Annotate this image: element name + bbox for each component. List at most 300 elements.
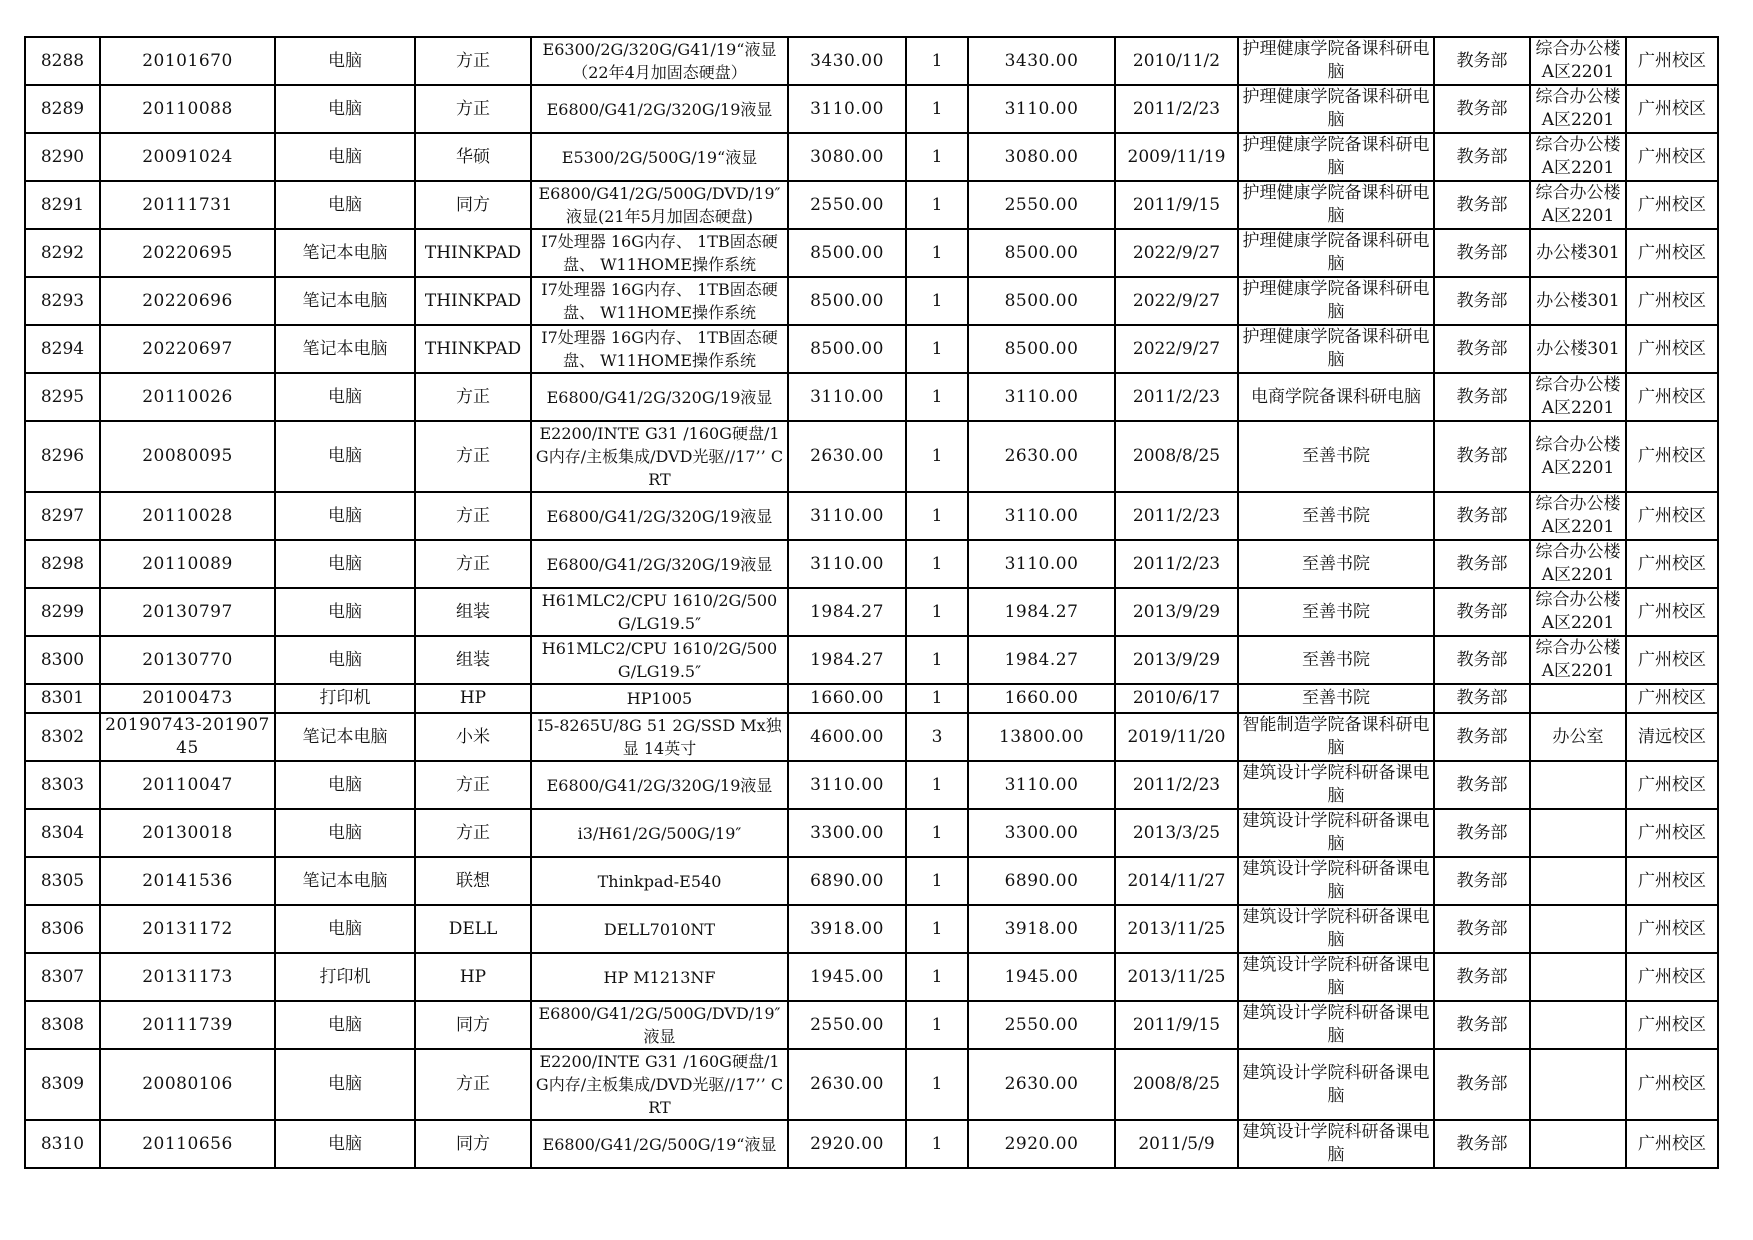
cell-spec: E6800/G41/2G/320G/19液显 bbox=[531, 85, 788, 133]
cell-dept: 教务部 bbox=[1434, 37, 1530, 85]
cell-location bbox=[1530, 953, 1626, 1001]
cell-location: 办公楼301 bbox=[1530, 277, 1626, 325]
cell-qty: 1 bbox=[906, 953, 968, 1001]
cell-date: 2013/9/29 bbox=[1115, 588, 1238, 636]
cell-price: 3110.00 bbox=[788, 540, 906, 588]
cell-seq: 8301 bbox=[25, 684, 100, 713]
cell-usage: 建筑设计学院科研备课电脑 bbox=[1238, 953, 1434, 1001]
cell-campus: 广州校区 bbox=[1626, 325, 1718, 373]
cell-location: 综合办公楼A区2201 bbox=[1530, 85, 1626, 133]
cell-amount: 3080.00 bbox=[968, 133, 1115, 181]
cell-date: 2010/6/17 bbox=[1115, 684, 1238, 713]
cell-code: 20110028 bbox=[100, 492, 275, 540]
cell-date: 2022/9/27 bbox=[1115, 229, 1238, 277]
cell-dept: 教务部 bbox=[1434, 1001, 1530, 1049]
cell-spec: Thinkpad-E540 bbox=[531, 857, 788, 905]
cell-price: 2920.00 bbox=[788, 1120, 906, 1168]
table-row bbox=[25, 325, 1718, 373]
cell-campus: 广州校区 bbox=[1626, 373, 1718, 421]
cell-usage: 至善书院 bbox=[1238, 588, 1434, 636]
cell-amount: 1945.00 bbox=[968, 953, 1115, 1001]
table-row bbox=[25, 953, 1718, 1001]
cell-spec: E6800/G41/2G/320G/19液显 bbox=[531, 492, 788, 540]
cell-qty: 1 bbox=[906, 85, 968, 133]
cell-amount: 6890.00 bbox=[968, 857, 1115, 905]
cell-campus: 广州校区 bbox=[1626, 85, 1718, 133]
cell-spec: E6800/G41/2G/500G/19“液显 bbox=[531, 1120, 788, 1168]
cell-seq: 8293 bbox=[25, 277, 100, 325]
cell-usage: 至善书院 bbox=[1238, 636, 1434, 684]
cell-spec: E6800/G41/2G/500G/DVD/19″液显(21年5月加固态硬盘) bbox=[531, 181, 788, 229]
cell-campus: 广州校区 bbox=[1626, 684, 1718, 713]
cell-qty: 1 bbox=[906, 857, 968, 905]
cell-qty: 1 bbox=[906, 1001, 968, 1049]
cell-seq: 8297 bbox=[25, 492, 100, 540]
table-row bbox=[25, 85, 1718, 133]
table-row bbox=[25, 636, 1718, 684]
cell-usage: 护理健康学院备课科研电脑 bbox=[1238, 85, 1434, 133]
cell-location bbox=[1530, 1120, 1626, 1168]
cell-spec: HP1005 bbox=[531, 684, 788, 713]
cell-seq: 8288 bbox=[25, 37, 100, 85]
cell-spec: H61MLC2/CPU 1610/2G/500G/LG19.5″ bbox=[531, 588, 788, 636]
cell-name: 笔记本电脑 bbox=[275, 229, 415, 277]
cell-dept: 教务部 bbox=[1434, 857, 1530, 905]
cell-usage: 至善书院 bbox=[1238, 684, 1434, 713]
cell-brand: 方正 bbox=[415, 37, 531, 85]
cell-amount: 1984.27 bbox=[968, 636, 1115, 684]
cell-amount: 2630.00 bbox=[968, 1049, 1115, 1120]
cell-spec: I7处理器 16G内存、 1TB固态硬盘、 W11HOME操作系统 bbox=[531, 277, 788, 325]
cell-dept: 教务部 bbox=[1434, 540, 1530, 588]
cell-usage: 建筑设计学院科研备课电脑 bbox=[1238, 1001, 1434, 1049]
cell-amount: 2630.00 bbox=[968, 421, 1115, 492]
cell-price: 4600.00 bbox=[788, 713, 906, 761]
cell-brand: THINKPAD bbox=[415, 229, 531, 277]
cell-price: 3110.00 bbox=[788, 373, 906, 421]
cell-date: 2009/11/19 bbox=[1115, 133, 1238, 181]
cell-usage: 护理健康学院备课科研电脑 bbox=[1238, 277, 1434, 325]
cell-campus: 广州校区 bbox=[1626, 277, 1718, 325]
cell-code: 20130018 bbox=[100, 809, 275, 857]
cell-location: 综合办公楼A区2201 bbox=[1530, 588, 1626, 636]
cell-qty: 1 bbox=[906, 133, 968, 181]
cell-spec: E6800/G41/2G/320G/19液显 bbox=[531, 761, 788, 809]
cell-name: 电脑 bbox=[275, 133, 415, 181]
cell-location: 办公楼301 bbox=[1530, 325, 1626, 373]
cell-qty: 1 bbox=[906, 588, 968, 636]
cell-qty: 1 bbox=[906, 1049, 968, 1120]
table-row bbox=[25, 857, 1718, 905]
cell-name: 电脑 bbox=[275, 1120, 415, 1168]
cell-brand: 组装 bbox=[415, 588, 531, 636]
cell-amount: 3918.00 bbox=[968, 905, 1115, 953]
cell-name: 电脑 bbox=[275, 809, 415, 857]
cell-name: 电脑 bbox=[275, 85, 415, 133]
cell-qty: 1 bbox=[906, 181, 968, 229]
cell-dept: 教务部 bbox=[1434, 953, 1530, 1001]
cell-brand: THINKPAD bbox=[415, 325, 531, 373]
cell-date: 2013/11/25 bbox=[1115, 953, 1238, 1001]
cell-code: 20220697 bbox=[100, 325, 275, 373]
cell-name: 笔记本电脑 bbox=[275, 277, 415, 325]
cell-spec: E6800/G41/2G/320G/19液显 bbox=[531, 373, 788, 421]
cell-name: 电脑 bbox=[275, 905, 415, 953]
cell-seq: 8304 bbox=[25, 809, 100, 857]
cell-brand: 方正 bbox=[415, 809, 531, 857]
cell-name: 笔记本电脑 bbox=[275, 325, 415, 373]
cell-qty: 1 bbox=[906, 373, 968, 421]
cell-campus: 广州校区 bbox=[1626, 229, 1718, 277]
cell-location: 办公楼301 bbox=[1530, 229, 1626, 277]
cell-usage: 至善书院 bbox=[1238, 421, 1434, 492]
cell-spec: I7处理器 16G内存、 1TB固态硬盘、 W11HOME操作系统 bbox=[531, 325, 788, 373]
cell-location: 综合办公楼A区2201 bbox=[1530, 181, 1626, 229]
cell-date: 2008/8/25 bbox=[1115, 421, 1238, 492]
cell-price: 2550.00 bbox=[788, 181, 906, 229]
cell-seq: 8289 bbox=[25, 85, 100, 133]
cell-code: 20110089 bbox=[100, 540, 275, 588]
cell-amount: 3430.00 bbox=[968, 37, 1115, 85]
cell-price: 3300.00 bbox=[788, 809, 906, 857]
cell-price: 2630.00 bbox=[788, 1049, 906, 1120]
cell-amount: 3300.00 bbox=[968, 809, 1115, 857]
cell-campus: 清远校区 bbox=[1626, 713, 1718, 761]
cell-qty: 1 bbox=[906, 684, 968, 713]
table-row bbox=[25, 229, 1718, 277]
cell-campus: 广州校区 bbox=[1626, 492, 1718, 540]
cell-code: 20091024 bbox=[100, 133, 275, 181]
table-row bbox=[25, 684, 1718, 713]
cell-amount: 13800.00 bbox=[968, 713, 1115, 761]
cell-dept: 教务部 bbox=[1434, 684, 1530, 713]
cell-price: 1660.00 bbox=[788, 684, 906, 713]
cell-usage: 电商学院备课科研电脑 bbox=[1238, 373, 1434, 421]
cell-location: 综合办公楼A区2201 bbox=[1530, 421, 1626, 492]
cell-date: 2013/9/29 bbox=[1115, 636, 1238, 684]
cell-spec: i3/H61/2G/500G/19″ bbox=[531, 809, 788, 857]
cell-name: 打印机 bbox=[275, 953, 415, 1001]
cell-date: 2022/9/27 bbox=[1115, 277, 1238, 325]
cell-location: 综合办公楼A区2201 bbox=[1530, 636, 1626, 684]
cell-code: 20100473 bbox=[100, 684, 275, 713]
table-row bbox=[25, 713, 1718, 761]
cell-name: 电脑 bbox=[275, 421, 415, 492]
cell-code: 20141536 bbox=[100, 857, 275, 905]
cell-date: 2011/2/23 bbox=[1115, 761, 1238, 809]
asset-table bbox=[24, 36, 1719, 1169]
cell-brand: 方正 bbox=[415, 85, 531, 133]
cell-seq: 8294 bbox=[25, 325, 100, 373]
cell-seq: 8298 bbox=[25, 540, 100, 588]
cell-spec: I5-8265U/8G 51 2G/SSD Mx独显 14英寸 bbox=[531, 713, 788, 761]
cell-code: 20130797 bbox=[100, 588, 275, 636]
table-row bbox=[25, 588, 1718, 636]
cell-brand: 方正 bbox=[415, 421, 531, 492]
cell-amount: 3110.00 bbox=[968, 761, 1115, 809]
cell-qty: 1 bbox=[906, 540, 968, 588]
cell-name: 电脑 bbox=[275, 588, 415, 636]
cell-spec: H61MLC2/CPU 1610/2G/500G/LG19.5″ bbox=[531, 636, 788, 684]
cell-qty: 1 bbox=[906, 1120, 968, 1168]
cell-amount: 3110.00 bbox=[968, 492, 1115, 540]
cell-qty: 1 bbox=[906, 421, 968, 492]
cell-brand: THINKPAD bbox=[415, 277, 531, 325]
cell-qty: 1 bbox=[906, 636, 968, 684]
cell-qty: 1 bbox=[906, 492, 968, 540]
cell-brand: 方正 bbox=[415, 1049, 531, 1120]
cell-location bbox=[1530, 857, 1626, 905]
cell-date: 2011/2/23 bbox=[1115, 492, 1238, 540]
cell-dept: 教务部 bbox=[1434, 713, 1530, 761]
table-row bbox=[25, 1001, 1718, 1049]
cell-date: 2011/5/9 bbox=[1115, 1120, 1238, 1168]
cell-campus: 广州校区 bbox=[1626, 636, 1718, 684]
cell-spec: HP M1213NF bbox=[531, 953, 788, 1001]
cell-code: 20111731 bbox=[100, 181, 275, 229]
cell-location bbox=[1530, 809, 1626, 857]
cell-campus: 广州校区 bbox=[1626, 1120, 1718, 1168]
cell-campus: 广州校区 bbox=[1626, 809, 1718, 857]
cell-location bbox=[1530, 761, 1626, 809]
cell-campus: 广州校区 bbox=[1626, 421, 1718, 492]
cell-price: 1945.00 bbox=[788, 953, 906, 1001]
cell-usage: 建筑设计学院科研备课电脑 bbox=[1238, 809, 1434, 857]
cell-seq: 8308 bbox=[25, 1001, 100, 1049]
cell-campus: 广州校区 bbox=[1626, 905, 1718, 953]
cell-seq: 8292 bbox=[25, 229, 100, 277]
cell-qty: 1 bbox=[906, 761, 968, 809]
cell-date: 2014/11/27 bbox=[1115, 857, 1238, 905]
cell-spec: E5300/2G/500G/19“液显 bbox=[531, 133, 788, 181]
cell-code: 20130770 bbox=[100, 636, 275, 684]
cell-brand: DELL bbox=[415, 905, 531, 953]
cell-code: 20110088 bbox=[100, 85, 275, 133]
table-row bbox=[25, 761, 1718, 809]
cell-amount: 1984.27 bbox=[968, 588, 1115, 636]
cell-dept: 教务部 bbox=[1434, 905, 1530, 953]
cell-spec: E2200/INTE G31 /160G硬盘/1G内存/主板集成/DVD光驱//17’’ CRT bbox=[531, 421, 788, 492]
cell-amount: 1660.00 bbox=[968, 684, 1115, 713]
cell-price: 1984.27 bbox=[788, 636, 906, 684]
cell-price: 2630.00 bbox=[788, 421, 906, 492]
cell-name: 电脑 bbox=[275, 37, 415, 85]
cell-code: 20220695 bbox=[100, 229, 275, 277]
table-row bbox=[25, 277, 1718, 325]
cell-location bbox=[1530, 1049, 1626, 1120]
cell-price: 8500.00 bbox=[788, 229, 906, 277]
cell-name: 笔记本电脑 bbox=[275, 713, 415, 761]
cell-usage: 建筑设计学院科研备课电脑 bbox=[1238, 1049, 1434, 1120]
cell-location: 综合办公楼A区2201 bbox=[1530, 492, 1626, 540]
cell-date: 2008/8/25 bbox=[1115, 1049, 1238, 1120]
cell-date: 2019/11/20 bbox=[1115, 713, 1238, 761]
cell-dept: 教务部 bbox=[1434, 421, 1530, 492]
cell-dept: 教务部 bbox=[1434, 373, 1530, 421]
cell-location: 办公室 bbox=[1530, 713, 1626, 761]
cell-qty: 1 bbox=[906, 809, 968, 857]
cell-code: 20101670 bbox=[100, 37, 275, 85]
cell-campus: 广州校区 bbox=[1626, 540, 1718, 588]
table-row bbox=[25, 492, 1718, 540]
cell-brand: 同方 bbox=[415, 1001, 531, 1049]
cell-usage: 护理健康学院备课科研电脑 bbox=[1238, 133, 1434, 181]
cell-date: 2011/2/23 bbox=[1115, 373, 1238, 421]
cell-location: 综合办公楼A区2201 bbox=[1530, 37, 1626, 85]
cell-dept: 教务部 bbox=[1434, 325, 1530, 373]
cell-location: 综合办公楼A区2201 bbox=[1530, 540, 1626, 588]
cell-name: 电脑 bbox=[275, 1049, 415, 1120]
cell-seq: 8306 bbox=[25, 905, 100, 953]
cell-dept: 教务部 bbox=[1434, 277, 1530, 325]
cell-name: 电脑 bbox=[275, 373, 415, 421]
table-row bbox=[25, 1049, 1718, 1120]
cell-seq: 8307 bbox=[25, 953, 100, 1001]
cell-price: 3110.00 bbox=[788, 85, 906, 133]
cell-spec: E6300/2G/320G/G41/19“液显（22年4月加固态硬盘） bbox=[531, 37, 788, 85]
cell-qty: 3 bbox=[906, 713, 968, 761]
cell-usage: 建筑设计学院科研备课电脑 bbox=[1238, 905, 1434, 953]
cell-name: 电脑 bbox=[275, 540, 415, 588]
cell-amount: 2550.00 bbox=[968, 181, 1115, 229]
cell-qty: 1 bbox=[906, 229, 968, 277]
cell-qty: 1 bbox=[906, 37, 968, 85]
cell-usage: 护理健康学院备课科研电脑 bbox=[1238, 325, 1434, 373]
cell-location: 综合办公楼A区2201 bbox=[1530, 133, 1626, 181]
cell-date: 2011/2/23 bbox=[1115, 85, 1238, 133]
cell-location: 综合办公楼A区2201 bbox=[1530, 373, 1626, 421]
cell-campus: 广州校区 bbox=[1626, 588, 1718, 636]
cell-price: 3918.00 bbox=[788, 905, 906, 953]
cell-usage: 智能制造学院备课科研电脑 bbox=[1238, 713, 1434, 761]
cell-name: 电脑 bbox=[275, 636, 415, 684]
cell-seq: 8309 bbox=[25, 1049, 100, 1120]
cell-qty: 1 bbox=[906, 277, 968, 325]
cell-campus: 广州校区 bbox=[1626, 953, 1718, 1001]
cell-price: 3110.00 bbox=[788, 761, 906, 809]
cell-brand: 方正 bbox=[415, 540, 531, 588]
cell-spec: DELL7010NT bbox=[531, 905, 788, 953]
cell-dept: 教务部 bbox=[1434, 181, 1530, 229]
cell-price: 8500.00 bbox=[788, 277, 906, 325]
cell-dept: 教务部 bbox=[1434, 761, 1530, 809]
cell-campus: 广州校区 bbox=[1626, 1049, 1718, 1120]
cell-campus: 广州校区 bbox=[1626, 1001, 1718, 1049]
cell-campus: 广州校区 bbox=[1626, 133, 1718, 181]
cell-amount: 3110.00 bbox=[968, 373, 1115, 421]
cell-price: 8500.00 bbox=[788, 325, 906, 373]
cell-spec: E6800/G41/2G/320G/19液显 bbox=[531, 540, 788, 588]
cell-code: 20131172 bbox=[100, 905, 275, 953]
cell-brand: 方正 bbox=[415, 761, 531, 809]
table-row bbox=[25, 809, 1718, 857]
table-row bbox=[25, 1120, 1718, 1168]
cell-seq: 8305 bbox=[25, 857, 100, 905]
cell-location bbox=[1530, 1001, 1626, 1049]
table-body bbox=[25, 37, 1718, 1168]
cell-code: 20110026 bbox=[100, 373, 275, 421]
cell-brand: 华硕 bbox=[415, 133, 531, 181]
cell-price: 3110.00 bbox=[788, 492, 906, 540]
cell-campus: 广州校区 bbox=[1626, 761, 1718, 809]
cell-dept: 教务部 bbox=[1434, 1120, 1530, 1168]
table-row bbox=[25, 373, 1718, 421]
cell-amount: 2920.00 bbox=[968, 1120, 1115, 1168]
cell-campus: 广州校区 bbox=[1626, 181, 1718, 229]
cell-dept: 教务部 bbox=[1434, 492, 1530, 540]
cell-brand: 联想 bbox=[415, 857, 531, 905]
cell-dept: 教务部 bbox=[1434, 85, 1530, 133]
cell-usage: 建筑设计学院科研备课电脑 bbox=[1238, 857, 1434, 905]
cell-qty: 1 bbox=[906, 905, 968, 953]
cell-amount: 3110.00 bbox=[968, 540, 1115, 588]
cell-name: 电脑 bbox=[275, 181, 415, 229]
cell-location bbox=[1530, 684, 1626, 713]
cell-seq: 8303 bbox=[25, 761, 100, 809]
cell-usage: 护理健康学院备课科研电脑 bbox=[1238, 37, 1434, 85]
cell-dept: 教务部 bbox=[1434, 1049, 1530, 1120]
cell-seq: 8295 bbox=[25, 373, 100, 421]
cell-spec: E6800/G41/2G/500G/DVD/19″液显 bbox=[531, 1001, 788, 1049]
cell-brand: 组装 bbox=[415, 636, 531, 684]
cell-qty: 1 bbox=[906, 325, 968, 373]
cell-brand: 小米 bbox=[415, 713, 531, 761]
cell-code: 20111739 bbox=[100, 1001, 275, 1049]
cell-brand: 方正 bbox=[415, 373, 531, 421]
cell-date: 2013/11/25 bbox=[1115, 905, 1238, 953]
cell-price: 2550.00 bbox=[788, 1001, 906, 1049]
cell-usage: 至善书院 bbox=[1238, 492, 1434, 540]
cell-amount: 3110.00 bbox=[968, 85, 1115, 133]
cell-seq: 8290 bbox=[25, 133, 100, 181]
cell-price: 6890.00 bbox=[788, 857, 906, 905]
cell-dept: 教务部 bbox=[1434, 588, 1530, 636]
cell-seq: 8299 bbox=[25, 588, 100, 636]
cell-name: 电脑 bbox=[275, 492, 415, 540]
cell-amount: 8500.00 bbox=[968, 229, 1115, 277]
cell-date: 2011/9/15 bbox=[1115, 1001, 1238, 1049]
cell-dept: 教务部 bbox=[1434, 229, 1530, 277]
cell-spec: E2200/INTE G31 /160G硬盘/1G内存/主板集成/DVD光驱//17’’ CRT bbox=[531, 1049, 788, 1120]
table-row bbox=[25, 37, 1718, 85]
cell-dept: 教务部 bbox=[1434, 636, 1530, 684]
cell-brand: 同方 bbox=[415, 181, 531, 229]
cell-name: 笔记本电脑 bbox=[275, 857, 415, 905]
cell-campus: 广州校区 bbox=[1626, 37, 1718, 85]
cell-campus: 广州校区 bbox=[1626, 857, 1718, 905]
cell-brand: HP bbox=[415, 684, 531, 713]
cell-name: 电脑 bbox=[275, 1001, 415, 1049]
cell-code: 20220696 bbox=[100, 277, 275, 325]
cell-date: 2011/9/15 bbox=[1115, 181, 1238, 229]
cell-usage: 护理健康学院备课科研电脑 bbox=[1238, 181, 1434, 229]
cell-date: 2022/9/27 bbox=[1115, 325, 1238, 373]
cell-code: 20080095 bbox=[100, 421, 275, 492]
cell-code: 20110656 bbox=[100, 1120, 275, 1168]
cell-date: 2013/3/25 bbox=[1115, 809, 1238, 857]
cell-seq: 8291 bbox=[25, 181, 100, 229]
cell-usage: 至善书院 bbox=[1238, 540, 1434, 588]
table-row bbox=[25, 133, 1718, 181]
cell-date: 2011/2/23 bbox=[1115, 540, 1238, 588]
table-row bbox=[25, 421, 1718, 492]
cell-usage: 护理健康学院备课科研电脑 bbox=[1238, 229, 1434, 277]
cell-price: 3430.00 bbox=[788, 37, 906, 85]
cell-amount: 2550.00 bbox=[968, 1001, 1115, 1049]
cell-seq: 8310 bbox=[25, 1120, 100, 1168]
cell-seq: 8302 bbox=[25, 713, 100, 761]
cell-name: 电脑 bbox=[275, 761, 415, 809]
